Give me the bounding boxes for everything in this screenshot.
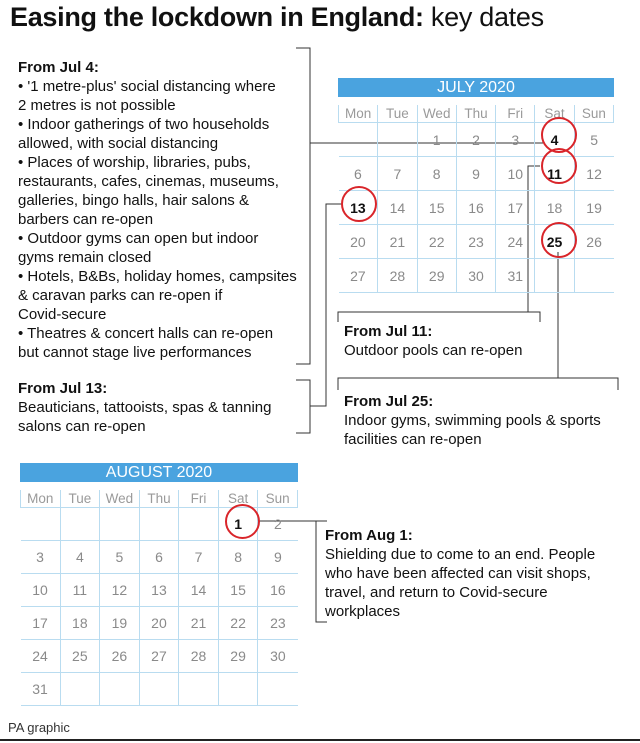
jul25-heading: From Jul 25: [344, 393, 434, 410]
jul4-line: gyms remain closed [18, 249, 152, 266]
calendar-day: 3 [496, 123, 535, 157]
highlight-circle-jul11 [541, 148, 577, 184]
calendar-day: 12 [100, 574, 140, 607]
calendar-day [378, 123, 417, 157]
calendar-week [21, 673, 298, 706]
calendar-week [21, 541, 298, 574]
day-header: Thu [456, 105, 495, 123]
day-header: Sat [535, 105, 574, 123]
day-header: Tue [378, 105, 417, 123]
calendar-day: 25 [535, 225, 574, 259]
title-bold: Easing the lockdown in England: [10, 2, 424, 32]
calendar-day [179, 508, 219, 541]
calendar-day: 21 [378, 225, 417, 259]
calendar-day: 1 [417, 123, 456, 157]
jul4-line: • Theatres & concert halls can re-open [18, 325, 274, 342]
day-header: Tue [60, 490, 100, 508]
calendar-day: 5 [100, 541, 140, 574]
calendar-day [535, 259, 574, 293]
jul11-line: Outdoor pools can re-open [344, 342, 523, 359]
calendar-day: 1 [218, 508, 258, 541]
aug1-line: workplaces [325, 603, 401, 620]
jul25-bracket [338, 378, 618, 390]
aug1-info [325, 526, 635, 621]
calendar-day: 3 [21, 541, 61, 574]
calendar-day: 29 [218, 640, 258, 673]
bottom-rule [0, 739, 640, 741]
calendar-day: 27 [339, 259, 378, 293]
calendar-day: 30 [456, 259, 495, 293]
highlight-circle-jul13 [341, 186, 377, 222]
calendar-day [218, 673, 258, 706]
calendar-day: 15 [218, 574, 258, 607]
calendar-day [60, 508, 100, 541]
calendar-day: 13 [339, 191, 378, 225]
day-header: Sun [258, 490, 298, 508]
calendar-day: 24 [21, 640, 61, 673]
calendar-day: 11 [60, 574, 100, 607]
calendar-week [21, 607, 298, 640]
calendar-day: 19 [574, 191, 613, 225]
calendar-day: 15 [417, 191, 456, 225]
jul4-line: & caravan parks can re-open if [18, 287, 223, 304]
jul4-line: • Indoor gatherings of two households [18, 116, 270, 133]
day-header: Fri [179, 490, 219, 508]
calendar-day: 22 [218, 607, 258, 640]
calendar-day: 26 [100, 640, 140, 673]
calendar-day: 23 [258, 607, 298, 640]
jul11-info [344, 322, 634, 360]
calendar-day [179, 673, 219, 706]
july-calendar [338, 78, 614, 288]
calendar-day: 7 [179, 541, 219, 574]
calendar-day: 2 [456, 123, 495, 157]
jul11-heading: From Jul 11: [344, 323, 433, 340]
aug1-line: who have been affected can visit shops, [325, 565, 591, 582]
jul4-bracket [296, 48, 310, 364]
calendar-day: 28 [378, 259, 417, 293]
calendar-day: 30 [258, 640, 298, 673]
jul25-info [344, 392, 634, 449]
calendar-day: 29 [417, 259, 456, 293]
calendar-day: 25 [60, 640, 100, 673]
calendar-week [339, 191, 614, 225]
calendar-day: 13 [139, 574, 179, 607]
calendar-day: 28 [179, 640, 219, 673]
calendar-day [21, 508, 61, 541]
calendar-day: 10 [496, 157, 535, 191]
calendar-day: 31 [496, 259, 535, 293]
calendar-day: 26 [574, 225, 613, 259]
jul4-line: • Outdoor gyms can open but indoor [18, 230, 259, 247]
jul4-line: restaurants, cafes, cinemas, museums, [18, 173, 279, 190]
calendar-day: 7 [378, 157, 417, 191]
aug1-line: Shielding due to come to an end. People [325, 546, 596, 563]
title-rest: key dates [423, 2, 544, 32]
aug1-line: travel, and return to Covid-secure [325, 584, 548, 601]
calendar-day [100, 508, 140, 541]
calendar-day: 16 [258, 574, 298, 607]
jul4-line: Covid-secure [18, 306, 107, 323]
calendar-day: 4 [60, 541, 100, 574]
day-header: Fri [496, 105, 535, 123]
calendar-day: 21 [179, 607, 219, 640]
jul4-line: galleries, bingo halls, hair salons & [18, 192, 249, 209]
day-header: Thu [139, 490, 179, 508]
calendar-week [339, 259, 614, 293]
calendar-day [60, 673, 100, 706]
jul13-bracket [296, 380, 310, 433]
jul13-info [18, 379, 298, 436]
jul4-heading: From Jul 4: [18, 59, 99, 76]
calendar-day [139, 508, 179, 541]
jul4-line: but cannot stage live performances [18, 344, 252, 361]
calendar-day: 10 [21, 574, 61, 607]
jul4-line: 2 metres is not possible [18, 97, 176, 114]
calendar-day [139, 673, 179, 706]
calendar-day: 11 [535, 157, 574, 191]
jul4-line: allowed, with social distancing [18, 135, 219, 152]
calendar-day: 18 [60, 607, 100, 640]
jul13-line: Beauticians, tattooists, spas & tanning [18, 399, 272, 416]
calendar-day: 8 [218, 541, 258, 574]
jul4-line: • '1 metre-plus' social distancing where [18, 78, 276, 95]
calendar-day: 24 [496, 225, 535, 259]
calendar-day: 4 [535, 123, 574, 157]
calendar-day: 23 [456, 225, 495, 259]
july-calendar-title: JULY 2020 [338, 78, 614, 97]
day-header: Mon [21, 490, 61, 508]
calendar-day: 20 [139, 607, 179, 640]
calendar-day [339, 123, 378, 157]
calendar-day: 6 [339, 157, 378, 191]
calendar-day: 16 [456, 191, 495, 225]
jul13-heading: From Jul 13: [18, 380, 108, 397]
calendar-day: 14 [179, 574, 219, 607]
jul4-line: • Hotels, B&Bs, holiday homes, campsites [18, 268, 297, 285]
credit: PA graphic [8, 720, 70, 735]
calendar-day: 22 [417, 225, 456, 259]
jul4-info [18, 58, 298, 362]
calendar-day: 18 [535, 191, 574, 225]
calendar-day: 19 [100, 607, 140, 640]
calendar-day: 17 [496, 191, 535, 225]
calendar-day: 17 [21, 607, 61, 640]
jul11-bracket [338, 312, 540, 322]
calendar-day [100, 673, 140, 706]
calendar-day [574, 259, 613, 293]
calendar-day: 8 [417, 157, 456, 191]
calendar-day: 5 [574, 123, 613, 157]
calendar-week [21, 640, 298, 673]
day-header: Wed [100, 490, 140, 508]
calendar-day: 31 [21, 673, 61, 706]
day-header: Wed [417, 105, 456, 123]
calendar-day [258, 673, 298, 706]
jul25-line: facilities can re-open [344, 431, 482, 448]
august-calendar-title: AUGUST 2020 [20, 463, 298, 482]
calendar-day: 20 [339, 225, 378, 259]
day-header: Sat [218, 490, 258, 508]
highlight-circle-jul25 [541, 222, 577, 258]
day-header: Sun [574, 105, 613, 123]
calendar-day: 9 [258, 541, 298, 574]
calendar-day: 9 [456, 157, 495, 191]
highlight-circle-aug1 [225, 504, 260, 539]
aug1-heading: From Aug 1: [325, 527, 413, 544]
calendar-day: 14 [378, 191, 417, 225]
august-calendar [20, 463, 298, 708]
calendar-day: 27 [139, 640, 179, 673]
jul25-line: Indoor gyms, swimming pools & sports [344, 412, 601, 429]
calendar-day: 2 [258, 508, 298, 541]
calendar-week [21, 574, 298, 607]
calendar-day: 6 [139, 541, 179, 574]
day-header: Mon [339, 105, 378, 123]
jul13-line: salons can re-open [18, 418, 146, 435]
calendar-day: 12 [574, 157, 613, 191]
jul4-line: • Places of worship, libraries, pubs, [18, 154, 251, 171]
jul4-line: barbers can re-open [18, 211, 154, 228]
